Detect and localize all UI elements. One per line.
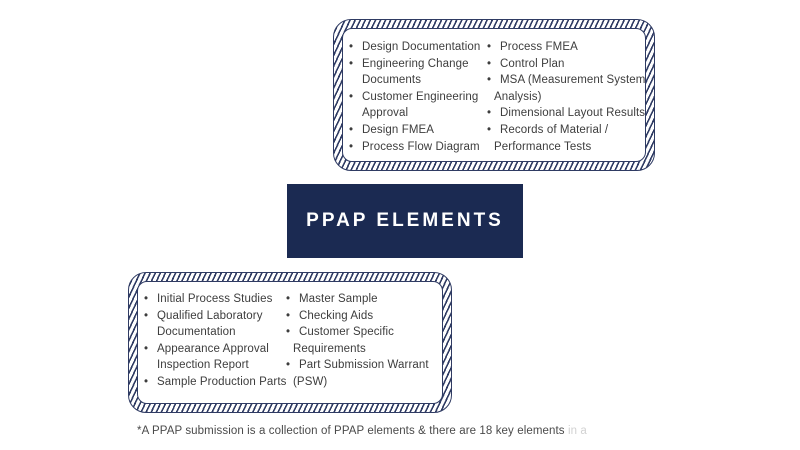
- list-item-text: Customer Engineering: [362, 90, 479, 103]
- bullet-icon: •: [286, 359, 291, 372]
- bullet-icon: •: [144, 375, 149, 388]
- list-item-text: Design Documentation: [362, 41, 481, 53]
- bullet-icon: •: [487, 123, 492, 136]
- footnote-text: *A PPAP submission is a collection of PPAP elements & there are 18 key elements: [137, 425, 565, 437]
- list-item-text: Performance Tests: [494, 140, 592, 153]
- bullet-icon: •: [144, 342, 149, 355]
- list-item-wrap: [349, 105, 487, 122]
- ppap-elements-top-box: [333, 19, 655, 171]
- list-item-text: Engineering Change: [362, 57, 469, 70]
- ppap-elements-bottom-box-content: [137, 281, 443, 404]
- bullet-icon: •: [487, 74, 492, 87]
- list-item-text: Approval: [362, 107, 409, 120]
- list-item: [349, 39, 487, 56]
- list-item-wrap: [144, 357, 286, 374]
- list-item: [487, 72, 646, 89]
- list-item: [286, 324, 438, 341]
- list-item: [349, 56, 487, 73]
- list-item-text: Requirements: [293, 342, 366, 355]
- title-banner: [287, 184, 523, 258]
- list-item-wrap: [144, 324, 286, 341]
- list-item-text: Part Submission Warrant: [299, 359, 429, 372]
- list-item: [286, 291, 438, 308]
- bullet-icon: •: [349, 140, 354, 153]
- ppap-elements-bottom-box: [128, 272, 452, 413]
- bullet-icon: •: [349, 41, 354, 53]
- list-item: [286, 308, 438, 325]
- list-item-wrap: [286, 374, 438, 391]
- list-item-text: MSA (Measurement System: [500, 74, 646, 87]
- list-item-text: Documentation: [157, 326, 236, 339]
- bullet-icon: •: [349, 123, 354, 136]
- bullet-icon: •: [286, 326, 291, 339]
- footnote-faded-tail: in a: [564, 425, 587, 437]
- list-item: [349, 89, 487, 106]
- list-item-text: Inspection Report: [157, 359, 249, 372]
- list-item-text: Initial Process Studies: [157, 293, 273, 305]
- list-item: [487, 122, 642, 139]
- list-item-text: Customer Specific: [299, 326, 395, 339]
- top-box-column-right: [487, 39, 646, 155]
- list-item-text: Sample Production Parts: [157, 375, 287, 388]
- bottom-box-column-right: [286, 291, 438, 391]
- footnote: [137, 425, 587, 437]
- list-item-text: Checking Aids: [299, 309, 374, 322]
- list-item: [487, 39, 642, 56]
- list-item-text: Process FMEA: [500, 41, 578, 53]
- bullet-icon: •: [286, 293, 291, 305]
- list-item: [144, 291, 286, 308]
- bullet-icon: •: [487, 57, 492, 70]
- bullet-icon: •: [487, 107, 492, 120]
- list-item-text: Process Flow Diagram: [362, 140, 480, 153]
- list-item: [144, 374, 286, 391]
- list-item: [349, 139, 487, 156]
- list-item: [144, 308, 286, 325]
- list-item: [487, 105, 646, 122]
- list-item-text: Documents: [362, 74, 422, 87]
- bullet-icon: •: [144, 309, 149, 322]
- list-item: [144, 341, 286, 358]
- bullet-icon: •: [144, 293, 149, 305]
- list-item-wrap: [487, 89, 642, 106]
- list-item: [487, 56, 642, 73]
- ppap-elements-top-box-content: [342, 28, 646, 162]
- list-item-text: Records of Material /: [500, 123, 609, 136]
- list-item-text: Design FMEA: [362, 123, 435, 136]
- list-item-text: Master Sample: [299, 293, 378, 305]
- bullet-icon: •: [286, 309, 291, 322]
- list-item: [349, 122, 487, 139]
- list-item-wrap: [349, 72, 487, 89]
- bottom-box-column-left: [144, 291, 286, 391]
- list-item-wrap: [487, 139, 642, 156]
- bullet-icon: •: [349, 90, 354, 103]
- list-item-text: Control Plan: [500, 57, 565, 70]
- list-item-text: Appearance Approval: [157, 342, 269, 355]
- list-item-text: Qualified Laboratory: [157, 309, 263, 322]
- bullet-icon: •: [487, 41, 492, 53]
- list-item-wrap: [286, 341, 438, 358]
- list-item: [286, 357, 438, 374]
- bullet-icon: •: [349, 57, 354, 70]
- top-box-column-left: [349, 39, 487, 155]
- page-title: PPAP ELEMENTS: [306, 210, 504, 231]
- list-item-text: (PSW): [293, 375, 328, 388]
- list-item-text: Dimensional Layout Results: [500, 107, 646, 120]
- list-item-text: Analysis): [494, 90, 542, 103]
